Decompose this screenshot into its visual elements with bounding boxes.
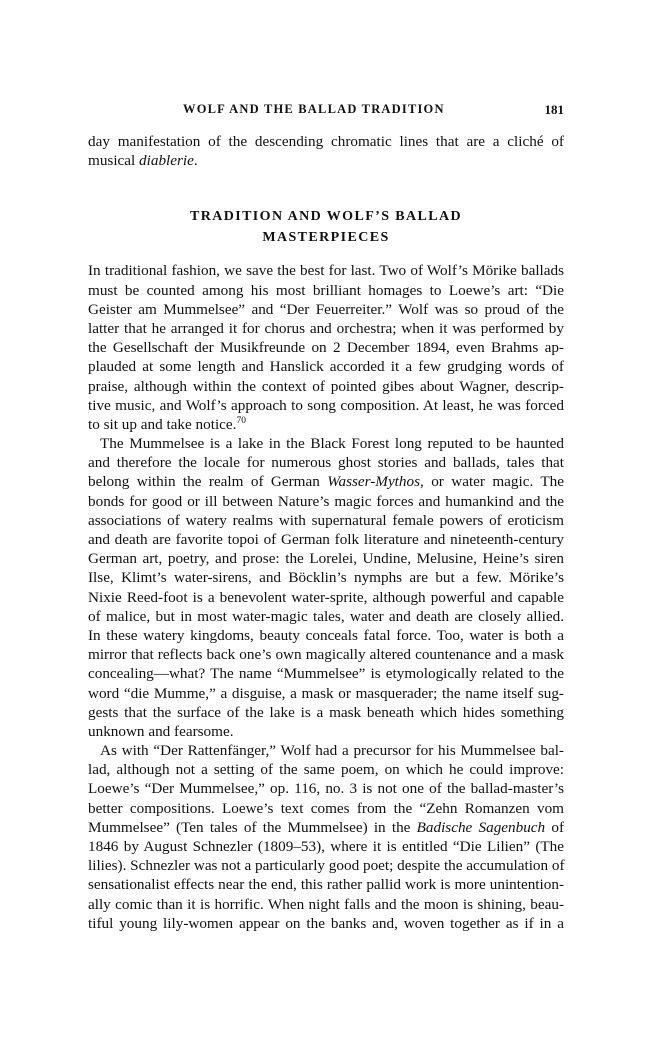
text-line: must be counted among his most brilliant homages to Loewe’s art: “Die [88, 281, 564, 299]
text-line: musical diablerie. [88, 152, 198, 170]
text-line: German art, poetry, and prose: the Lorelei, Undine, Melusine, Heine’s siren [88, 550, 564, 568]
section-heading-line: TRADITION AND WOLF’S BALLAD [189, 209, 463, 225]
paragraph-2 [88, 434, 564, 741]
section-heading-line: MASTERPIECES [262, 230, 390, 246]
book-page [88, 102, 564, 933]
text-line: In these watery kingdoms, beauty conceals fatal force. Too, water is both a [88, 626, 564, 644]
text-line: Mummelsee” (Ten tales of the Mummelsee) in the Badische Sagenbuch of [88, 818, 564, 836]
text-line: 1846 by August Schnezler (1809–53), where it is entitled “Die Lilien” (The [88, 838, 564, 855]
text-line: gests that the surface of the lake is a mask beneath which hides something [88, 703, 564, 721]
text-line: belong within the realm of German Wasser-Mythos, or water magic. The [88, 473, 565, 491]
text-line: tiful young lily-women appear on the banks and, woven together as if in a [88, 914, 564, 932]
text-line: day manifestation of the descending chromatic lines that are a cliché of [88, 133, 564, 150]
running-header [88, 102, 564, 122]
text-line: sensationalist effects near the end, this rather pallid work is more unintention- [88, 876, 564, 894]
text-line: Nixie Reed-foot is a benevolent water-sprite, although powerful and capable [88, 588, 564, 606]
continuation-paragraph [88, 132, 564, 170]
paragraph-1 [88, 261, 564, 434]
paragraph-3 [88, 741, 564, 933]
text-line: Ilse, Klimt’s water-sirens, and Böcklin’s nymphs are but a few. Mörike’s [88, 569, 564, 587]
text-line: and therefore the locale for numerous ghost stories and ballads, tales that [88, 454, 564, 472]
text-line: unknown and fearsome. [88, 722, 234, 740]
text-line: associations of watery realms with supernatural female powers of eroticism [88, 511, 564, 529]
text-line: lad, although not a setting of the same poem, on which he could improve: [88, 761, 564, 779]
section-heading [88, 206, 564, 248]
text-line: and death are favorite topoi of German folk literature and nineteenth-century [88, 531, 564, 548]
text-line: lilies). Schnezler was not a particularly good poet; despite the accumulation of [88, 857, 565, 875]
page-number: 181 [544, 102, 564, 117]
text-line: As with “Der Rattenfänger,” Wolf had a precursor for his Mummelsee bal- [100, 742, 564, 760]
running-title: WOLF AND THE BALLAD TRADITION [183, 102, 445, 116]
text-line: The Mummelsee is a lake in the Black Forest long reputed to be haunted [100, 435, 564, 453]
text-line: bonds for good or ill between Nature’s magic forces and humankind and the [88, 492, 564, 510]
footnote-marker: 70 [236, 415, 246, 426]
text-line: tive music, and Wolf’s approach to song composition. At least, he was forced [88, 396, 564, 414]
text-line: of malice, but in most water-magic tales, water and death are closely allied. [88, 607, 564, 625]
italic-term: Wasser-Mythos [327, 473, 421, 491]
text-line: latter that he arranged it for chorus and orchestra; when it was performed by [88, 319, 564, 337]
text-line: In traditional fashion, we save the best for last. Two of Wolf’s Mörike ballads [88, 262, 564, 280]
text-line: the Gesellschaft der Musikfreunde on 2 December 1894, even Brahms ap- [88, 339, 564, 357]
italic-title: Badische Sagenbuch [416, 818, 546, 836]
text-line: mirror that reflects back one’s own magically altered countenance and a mask [88, 646, 564, 664]
text-line: to sit up and take notice.$^{70}$ [88, 415, 246, 433]
text-line: praise, although within the context of pointed gibes about Wagner, descrip- [88, 377, 564, 395]
italic-term: diablerie [139, 152, 194, 170]
text-line: Loewe’s “Der Mummelsee,” op. 116, no. 3 is not one of the ballad-master’s [88, 780, 564, 798]
text-line: better compositions. Loewe’s text comes from the “Zehn Romanzen vom [88, 799, 564, 817]
text-line: plauded at some length and Hanslick accorded it a few grudging words of [88, 358, 564, 376]
text-line: word “die Mumme,” a disguise, a mask or masquerader; the name itself sug- [88, 684, 564, 702]
text-line: ally comic than it is horrific. When night falls and the moon is shining, beau- [88, 895, 564, 913]
text-line: concealing—what? The name “Mummelsee” is etymologically related to the [88, 665, 564, 683]
text-line: Geister am Mummelsee” and “Der Feuerreiter.” Wolf was so proud of the [88, 300, 564, 318]
